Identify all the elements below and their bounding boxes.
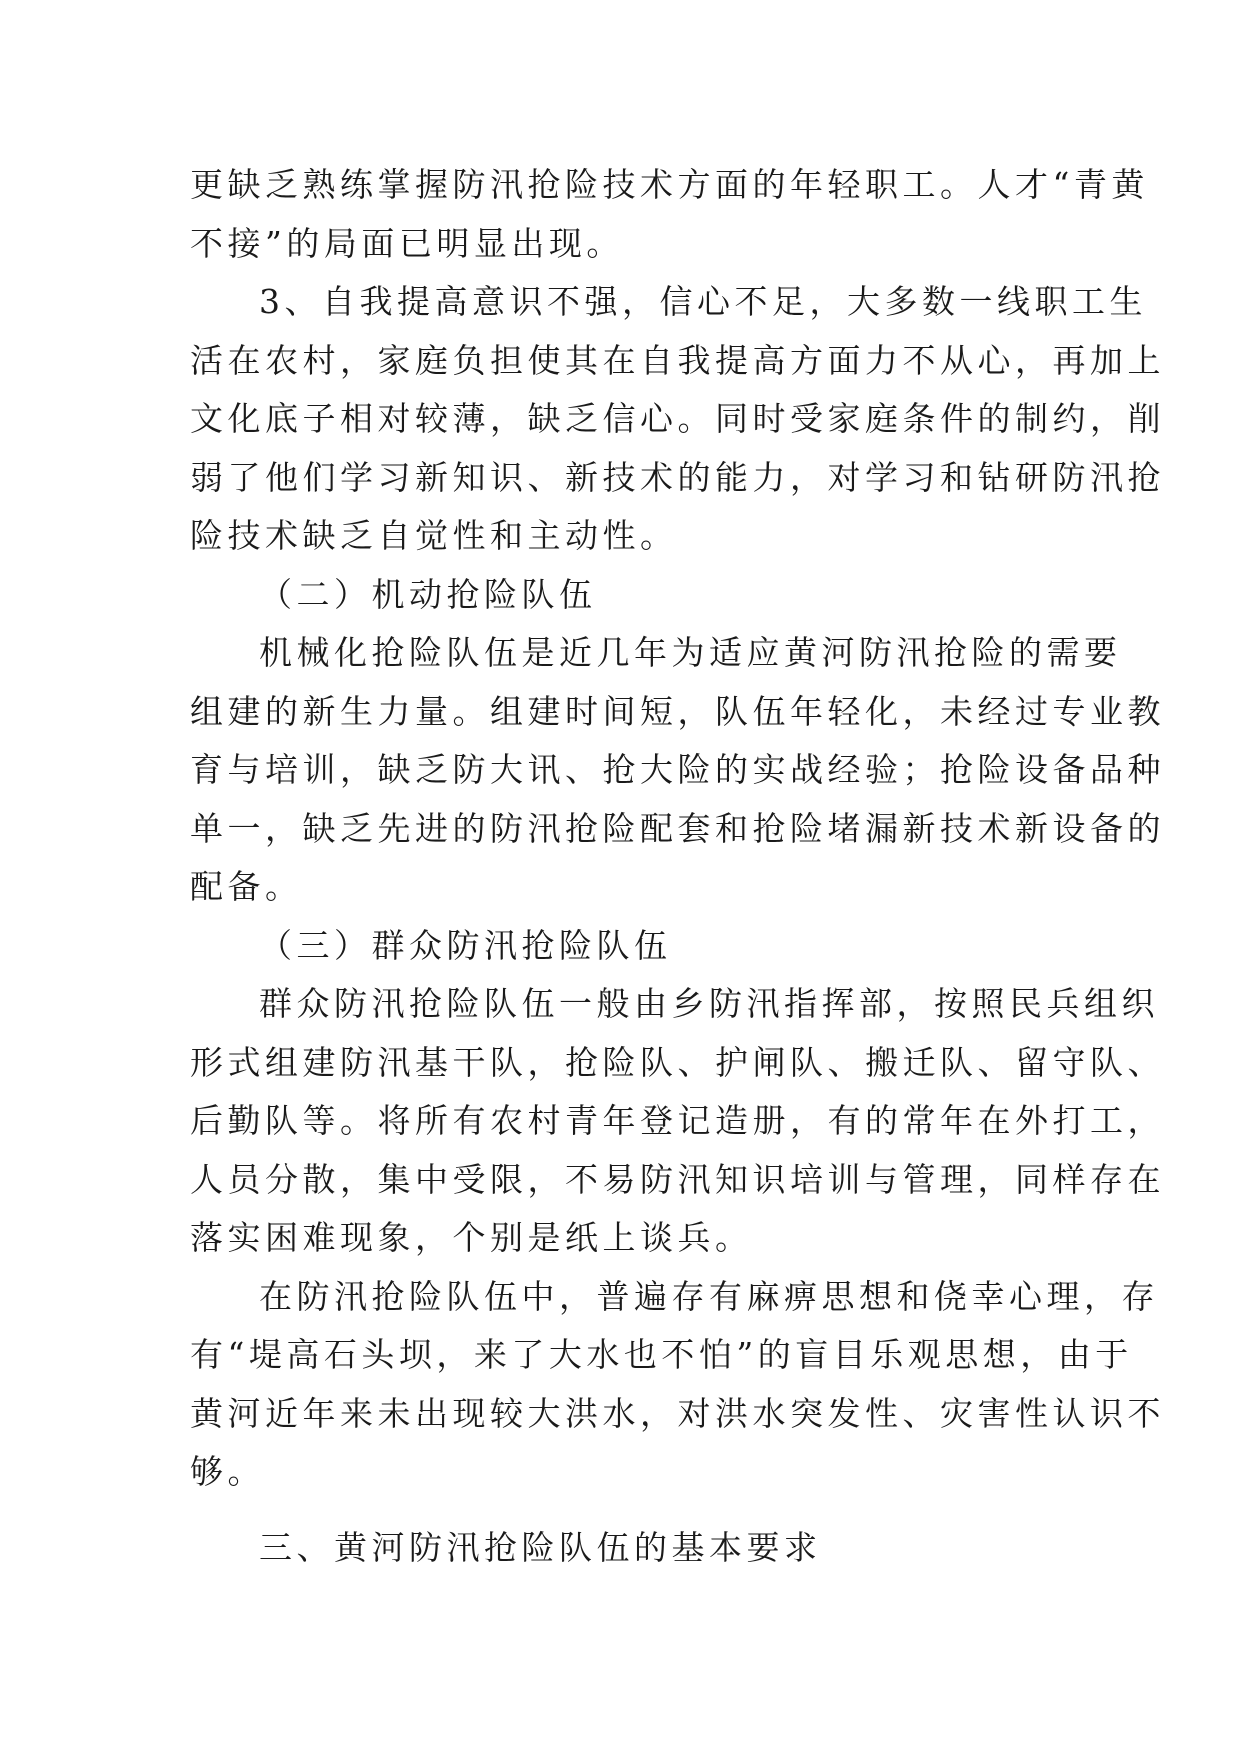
text-line: 够。 xyxy=(190,1452,265,1491)
text-line: 3、自我提高意识不强，信心不足，大多数一线职工生 xyxy=(259,282,1147,321)
text-line: 黄河近年来未出现较大洪水，对洪水突发性、灾害性认识不 xyxy=(190,1393,1165,1433)
text-line: 活在农村，家庭负担使其在自我提高方面力不从心，再加上 xyxy=(190,340,1165,380)
body-text xyxy=(190,156,1165,1577)
text-line: 弱了他们学习新知识、新技术的能力，对学习和钻研防汛抢 xyxy=(190,457,1165,497)
text-line: 育与培训，缺乏防大讯、抢大险的实战经验；抢险设备品种 xyxy=(190,750,1165,789)
text-line: 组建的新生力量。组建时间短，队伍年轻化，未经过专业教 xyxy=(190,691,1165,731)
section-heading: （三）群众防汛抢险队伍 xyxy=(259,925,672,965)
text-line: 不接”的局面已明显出现。 xyxy=(190,223,624,263)
text-line: 单一，缺乏先进的防汛抢险配套和抢险堵漏新技术新设备的 xyxy=(190,808,1165,848)
text-line: 更缺乏熟练掌握防汛抢险技术方面的年轻职工。人才“青黄 xyxy=(190,165,1149,204)
text-line: 人员分散，集中受限，不易防汛知识培训与管理，同样存在 xyxy=(190,1159,1165,1199)
text-line: 在防汛抢险队伍中，普遍存有麻痹思想和侥幸心理，存 xyxy=(259,1276,1159,1316)
section-heading: （二）机动抢险队伍 xyxy=(259,574,597,614)
text-line: 有“堤高石头坝，来了大水也不怕”的盲目乐观思想，由于 xyxy=(190,1335,1133,1374)
text-line: 形式组建防汛基干队，抢险队、护闸队、搬迁队、留守队、 xyxy=(190,1042,1165,1082)
text-line: 配备。 xyxy=(190,867,303,906)
text-line: 后勤队等。将所有农村青年登记造册，有的常年在外打工， xyxy=(190,1101,1165,1140)
text-line: 文化底子相对较薄，缺乏信心。同时受家庭条件的制约，削 xyxy=(190,399,1165,438)
text-line: 群众防汛抢险队伍一般由乡防汛指挥部，按照民兵组织 xyxy=(259,984,1159,1023)
section-heading: 三、黄河防汛抢险队伍的基本要求 xyxy=(259,1527,822,1567)
text-line: 落实困难现象，个别是纸上谈兵。 xyxy=(190,1218,753,1257)
text-line: 险技术缺乏自觉性和主动性。 xyxy=(190,516,678,555)
spacer xyxy=(190,1502,1090,1519)
text-line: 机械化抢险队伍是近几年为适应黄河防汛抢险的需要 xyxy=(259,633,1122,672)
